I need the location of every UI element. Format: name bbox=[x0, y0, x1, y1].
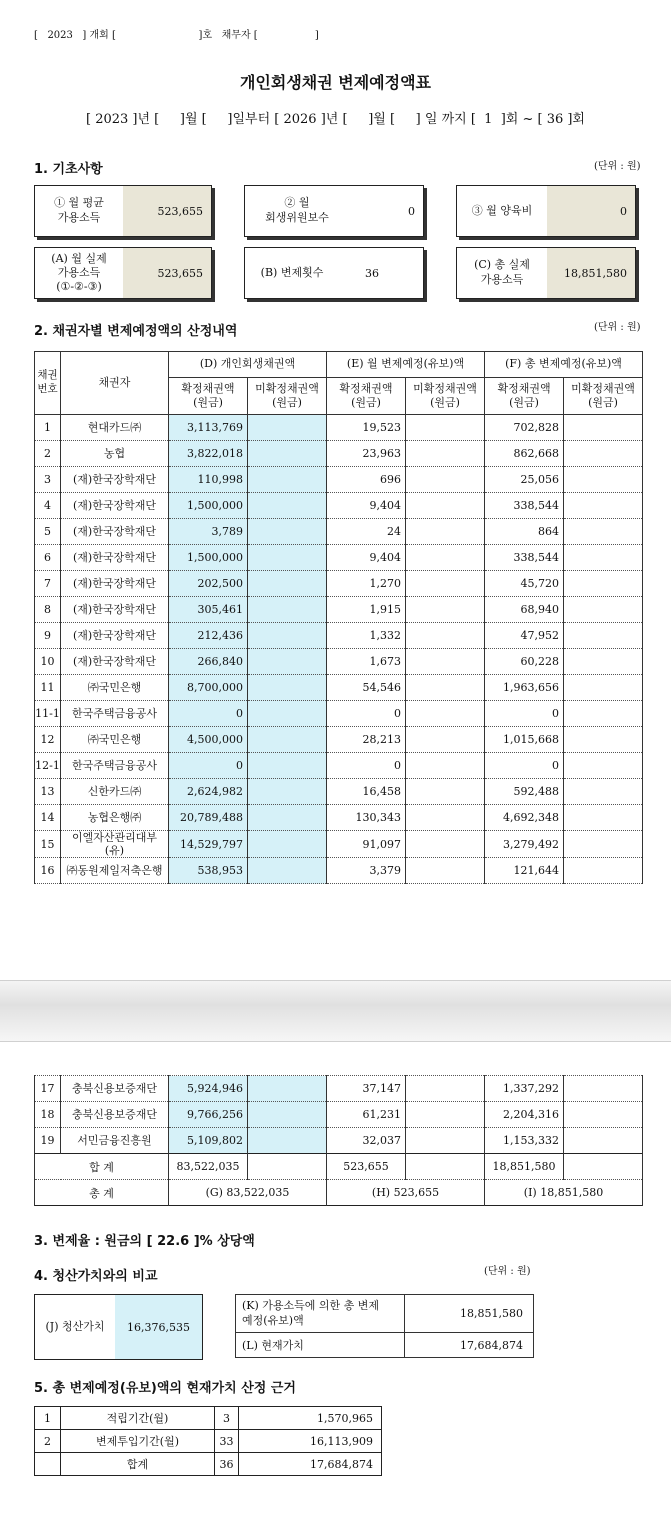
row-f-confirmed: 60,228 bbox=[485, 649, 564, 675]
row-creditor: ㈜국민은행 bbox=[61, 727, 169, 753]
basis-rows bbox=[35, 1407, 382, 1476]
liquidation-value-label: (J) 청산가치 bbox=[45, 1319, 105, 1333]
row-no: 12 bbox=[35, 727, 61, 753]
row-f-unconfirmed bbox=[564, 1128, 643, 1154]
section5-title: 5. 총 변제예정(유보)액의 현재가치 산정 근거 bbox=[34, 1381, 296, 1396]
creditor-table-continued bbox=[34, 1075, 643, 1206]
row-no: 13 bbox=[35, 779, 61, 805]
row-e-unconfirmed bbox=[406, 649, 485, 675]
row-creditor: (재)한국장학재단 bbox=[61, 519, 169, 545]
row-no: 12-1 bbox=[35, 753, 61, 779]
row-f-unconfirmed bbox=[564, 858, 643, 884]
basis-no bbox=[35, 1453, 61, 1476]
subtotal-d: 83,522,035 bbox=[169, 1154, 248, 1180]
row-f-confirmed: 121,644 bbox=[485, 858, 564, 884]
row-f-confirmed: 3,279,492 bbox=[485, 831, 564, 858]
section2-title: 2. 채권자별 변제예정액의 산정내역 bbox=[34, 324, 238, 339]
row-d-unconfirmed bbox=[248, 753, 327, 779]
basis-value: 16,113,909 bbox=[239, 1430, 382, 1453]
row-creditor: (재)한국장학재단 bbox=[61, 649, 169, 675]
row-e-confirmed: 28,213 bbox=[327, 727, 406, 753]
row-no: 15 bbox=[35, 831, 61, 858]
table-row bbox=[35, 1430, 382, 1453]
label-line: (①-②-③) bbox=[56, 279, 102, 293]
row-d-unconfirmed bbox=[248, 415, 327, 441]
liquidation-value: 16,376,535 bbox=[115, 1295, 202, 1359]
row-creditor: ㈜국민은행 bbox=[61, 675, 169, 701]
row-e-unconfirmed bbox=[406, 1102, 485, 1128]
col-d-unconfirmed: 미확정채권액 (원금) bbox=[248, 378, 327, 415]
row-d-confirmed: 5,109,802 bbox=[169, 1128, 248, 1154]
row-d-unconfirmed bbox=[248, 1102, 327, 1128]
subtotal-f: 18,851,580 bbox=[485, 1154, 564, 1180]
row-e-confirmed: 9,404 bbox=[327, 545, 406, 571]
row-d-unconfirmed bbox=[248, 571, 327, 597]
row-f-unconfirmed bbox=[564, 701, 643, 727]
subtotal-label: 합 계 bbox=[35, 1154, 169, 1180]
row-f-confirmed: 25,056 bbox=[485, 467, 564, 493]
row-d-unconfirmed bbox=[248, 858, 327, 884]
actual-income-box bbox=[34, 247, 212, 299]
trustee-fee-box bbox=[244, 185, 424, 237]
table-row bbox=[35, 727, 643, 753]
child-support-box bbox=[456, 185, 636, 237]
row-f-confirmed: 864 bbox=[485, 519, 564, 545]
row-f-confirmed: 4,692,348 bbox=[485, 805, 564, 831]
row-f-unconfirmed bbox=[564, 467, 643, 493]
table-row bbox=[35, 1128, 643, 1154]
table-row bbox=[35, 779, 643, 805]
row-e-unconfirmed bbox=[406, 831, 485, 858]
row-creditor: ㈜동원제일저축은행 bbox=[61, 858, 169, 884]
row-d-confirmed: 0 bbox=[169, 753, 248, 779]
row-no: 11 bbox=[35, 675, 61, 701]
row-creditor: 현대카드㈜ bbox=[61, 415, 169, 441]
row-f-confirmed: 0 bbox=[485, 753, 564, 779]
table-row bbox=[35, 1102, 643, 1128]
row-d-confirmed: 3,789 bbox=[169, 519, 248, 545]
row-e-unconfirmed bbox=[406, 467, 485, 493]
col-d-confirmed: 확정채권액 (원금) bbox=[169, 378, 248, 415]
row-d-confirmed: 110,998 bbox=[169, 467, 248, 493]
col-f-header: (F) 총 변제예정(유보)액 bbox=[485, 352, 643, 378]
row-f-confirmed: 1,153,332 bbox=[485, 1128, 564, 1154]
col-d-header: (D) 개인회생채권액 bbox=[169, 352, 327, 378]
section3-title: 3. 변제율 : 원금의 [ 22.6 ]% 상당액 bbox=[34, 1234, 255, 1249]
label-line: 가용소득 bbox=[57, 266, 101, 280]
row-d-unconfirmed bbox=[248, 727, 327, 753]
row-f-confirmed: 338,544 bbox=[485, 493, 564, 519]
row-f-unconfirmed bbox=[564, 415, 643, 441]
section1-unit: (단위 : 원) bbox=[594, 161, 641, 172]
row-f-unconfirmed bbox=[564, 441, 643, 467]
row-d-confirmed: 5,924,946 bbox=[169, 1076, 248, 1102]
row-e-confirmed: 696 bbox=[327, 467, 406, 493]
table-row bbox=[35, 623, 643, 649]
row-e-unconfirmed bbox=[406, 753, 485, 779]
row-creditor: 한국주택금융공사 bbox=[61, 701, 169, 727]
row-f-confirmed: 0 bbox=[485, 701, 564, 727]
repayment-count-value: 36 bbox=[365, 266, 379, 280]
row-d-confirmed: 0 bbox=[169, 701, 248, 727]
row-f-unconfirmed bbox=[564, 1102, 643, 1128]
row-no: 11-1 bbox=[35, 701, 61, 727]
row-f-unconfirmed bbox=[564, 519, 643, 545]
row-f-unconfirmed bbox=[564, 545, 643, 571]
row-creditor: 충북신용보증재단 bbox=[61, 1076, 169, 1102]
row-f-confirmed: 1,337,292 bbox=[485, 1076, 564, 1102]
row-e-confirmed: 9,404 bbox=[327, 493, 406, 519]
row-no: 8 bbox=[35, 597, 61, 623]
row-f-confirmed: 68,940 bbox=[485, 597, 564, 623]
row-e-unconfirmed bbox=[406, 701, 485, 727]
present-value-label: (L) 현재가치 bbox=[236, 1333, 405, 1358]
row-no: 3 bbox=[35, 467, 61, 493]
row-d-confirmed: 266,840 bbox=[169, 649, 248, 675]
col-creditor-header: 채권자 bbox=[61, 352, 169, 415]
row-f-confirmed: 1,015,668 bbox=[485, 727, 564, 753]
row-e-confirmed: 91,097 bbox=[327, 831, 406, 858]
row-e-confirmed: 1,915 bbox=[327, 597, 406, 623]
row-no: 7 bbox=[35, 571, 61, 597]
basis-value: 17,684,874 bbox=[239, 1453, 382, 1476]
row-f-confirmed: 47,952 bbox=[485, 623, 564, 649]
label-line: ② 월 bbox=[284, 196, 310, 210]
table-row bbox=[35, 753, 643, 779]
basis-label: 적립기간(월) bbox=[61, 1407, 215, 1430]
col-no-header: 채권 번호 bbox=[35, 352, 61, 415]
row-f-unconfirmed bbox=[564, 597, 643, 623]
section1-title: 1. 기초사항 bbox=[34, 162, 103, 177]
creditor-rows-page2 bbox=[35, 1076, 643, 1154]
page-break bbox=[0, 980, 671, 1042]
col-e-unconfirmed: 미확정채권액 (원금) bbox=[406, 378, 485, 415]
row-e-confirmed: 61,231 bbox=[327, 1102, 406, 1128]
row-creditor: 충북신용보증재단 bbox=[61, 1102, 169, 1128]
monthly-avg-income-box bbox=[34, 185, 212, 237]
repayment-count-box bbox=[244, 247, 424, 299]
row-creditor: 신한카드㈜ bbox=[61, 779, 169, 805]
row-f-unconfirmed bbox=[564, 675, 643, 701]
total-repayment-value: 18,851,580 bbox=[405, 1295, 534, 1333]
table-row bbox=[35, 571, 643, 597]
row-f-unconfirmed bbox=[564, 649, 643, 675]
row-no: 6 bbox=[35, 545, 61, 571]
creditor-rows-page1 bbox=[35, 415, 643, 884]
table-row bbox=[35, 441, 643, 467]
monthly-avg-income-value: 523,655 bbox=[123, 186, 211, 236]
row-no: 16 bbox=[35, 858, 61, 884]
table-row bbox=[35, 519, 643, 545]
total-g: (G) 83,522,035 bbox=[169, 1180, 327, 1206]
row-e-confirmed: 1,332 bbox=[327, 623, 406, 649]
basis-no: 1 bbox=[35, 1407, 61, 1430]
row-e-confirmed: 37,147 bbox=[327, 1076, 406, 1102]
table-row bbox=[35, 467, 643, 493]
row-no: 14 bbox=[35, 805, 61, 831]
label-line: 회생위원보수 bbox=[265, 211, 329, 224]
total-i: (I) 18,851,580 bbox=[485, 1180, 643, 1206]
row-no: 10 bbox=[35, 649, 61, 675]
liquidation-value-box bbox=[34, 1294, 203, 1360]
row-d-confirmed: 1,500,000 bbox=[169, 493, 248, 519]
row-e-unconfirmed bbox=[406, 779, 485, 805]
row-e-confirmed: 23,963 bbox=[327, 441, 406, 467]
child-support-value: 0 bbox=[547, 186, 635, 236]
row-creditor: 한국주택금융공사 bbox=[61, 753, 169, 779]
label-line: ① 월 평균 bbox=[54, 196, 104, 210]
section4-title: 4. 청산가치와의 비교 bbox=[34, 1269, 158, 1284]
table-row bbox=[35, 701, 643, 727]
basis-count: 33 bbox=[215, 1430, 239, 1453]
row-creditor: 서민금융진흥원 bbox=[61, 1128, 169, 1154]
row-d-confirmed: 20,789,488 bbox=[169, 805, 248, 831]
table-row bbox=[35, 1407, 382, 1430]
row-d-unconfirmed bbox=[248, 779, 327, 805]
row-f-confirmed: 702,828 bbox=[485, 415, 564, 441]
row-e-confirmed: 3,379 bbox=[327, 858, 406, 884]
row-d-confirmed: 4,500,000 bbox=[169, 727, 248, 753]
row-e-unconfirmed bbox=[406, 623, 485, 649]
label-line: (C) 총 실제 bbox=[474, 258, 530, 272]
basis-count: 3 bbox=[215, 1407, 239, 1430]
row-d-unconfirmed bbox=[248, 701, 327, 727]
row-e-confirmed: 19,523 bbox=[327, 415, 406, 441]
row-creditor: 이엘자산관리대부 (유) bbox=[61, 831, 169, 858]
row-d-unconfirmed bbox=[248, 519, 327, 545]
row-e-unconfirmed bbox=[406, 415, 485, 441]
row-f-unconfirmed bbox=[564, 831, 643, 858]
row-f-unconfirmed bbox=[564, 727, 643, 753]
row-creditor: (재)한국장학재단 bbox=[61, 493, 169, 519]
table-row bbox=[35, 415, 643, 441]
row-d-confirmed: 202,500 bbox=[169, 571, 248, 597]
document-title: 개인회생채권 변제예정액표 bbox=[239, 73, 432, 92]
basis-count: 36 bbox=[215, 1453, 239, 1476]
row-f-unconfirmed bbox=[564, 805, 643, 831]
row-no: 9 bbox=[35, 623, 61, 649]
row-creditor: (재)한국장학재단 bbox=[61, 545, 169, 571]
row-e-unconfirmed bbox=[406, 441, 485, 467]
row-e-unconfirmed bbox=[406, 727, 485, 753]
table-row bbox=[35, 805, 643, 831]
row-no: 17 bbox=[35, 1076, 61, 1102]
row-d-unconfirmed bbox=[248, 467, 327, 493]
row-d-confirmed: 2,624,982 bbox=[169, 779, 248, 805]
row-f-unconfirmed bbox=[564, 1076, 643, 1102]
table-row bbox=[35, 1453, 382, 1476]
row-e-confirmed: 0 bbox=[327, 701, 406, 727]
section4-unit: (단위 : 원) bbox=[484, 1266, 531, 1277]
row-no: 19 bbox=[35, 1128, 61, 1154]
row-e-confirmed: 1,270 bbox=[327, 571, 406, 597]
comparison-table bbox=[235, 1294, 534, 1358]
case-number-line: [ 2023 ] 개회 [ ]호 채무자 [ ] bbox=[34, 30, 319, 41]
row-f-confirmed: 45,720 bbox=[485, 571, 564, 597]
total-label: 총 계 bbox=[35, 1180, 169, 1206]
row-e-unconfirmed bbox=[406, 1128, 485, 1154]
label-line: 가용소득 bbox=[480, 273, 524, 286]
total-income-value: 18,851,580 bbox=[547, 248, 635, 298]
row-f-unconfirmed bbox=[564, 623, 643, 649]
row-d-confirmed: 9,766,256 bbox=[169, 1102, 248, 1128]
actual-income-value: 523,655 bbox=[123, 248, 211, 298]
row-e-confirmed: 1,673 bbox=[327, 649, 406, 675]
present-value-basis-table bbox=[34, 1406, 382, 1476]
repayment-period: [ 2023 ]년 [ ]월 [ ]일부터 [ 2026 ]년 [ ]월 [ ] 일 까지 [ 1 ]회 ~ [ 36 ]회 bbox=[85, 112, 585, 127]
total-h: (H) 523,655 bbox=[327, 1180, 485, 1206]
basis-label: 변제투입기간(월) bbox=[61, 1430, 215, 1453]
col-f-unconfirmed: 미확정채권액 (원금) bbox=[564, 378, 643, 415]
row-f-unconfirmed bbox=[564, 779, 643, 805]
table-row bbox=[35, 649, 643, 675]
row-e-confirmed: 24 bbox=[327, 519, 406, 545]
row-d-unconfirmed bbox=[248, 545, 327, 571]
row-e-unconfirmed bbox=[406, 805, 485, 831]
label-line: (K) 가용소득에 의한 총 변제 bbox=[242, 1299, 380, 1313]
row-no: 4 bbox=[35, 493, 61, 519]
basis-value: 1,570,965 bbox=[239, 1407, 382, 1430]
row-f-confirmed: 592,488 bbox=[485, 779, 564, 805]
row-d-confirmed: 8,700,000 bbox=[169, 675, 248, 701]
row-e-unconfirmed bbox=[406, 545, 485, 571]
row-d-unconfirmed bbox=[248, 649, 327, 675]
row-f-confirmed: 862,668 bbox=[485, 441, 564, 467]
row-f-unconfirmed bbox=[564, 493, 643, 519]
row-e-unconfirmed bbox=[406, 858, 485, 884]
row-d-unconfirmed bbox=[248, 1076, 327, 1102]
total-income-box bbox=[456, 247, 636, 299]
row-d-confirmed: 3,113,769 bbox=[169, 415, 248, 441]
row-creditor: 농협은행㈜ bbox=[61, 805, 169, 831]
row-creditor: (재)한국장학재단 bbox=[61, 623, 169, 649]
basis-no: 2 bbox=[35, 1430, 61, 1453]
col-e-header: (E) 월 변제예정(유보)액 bbox=[327, 352, 485, 378]
row-f-confirmed: 338,544 bbox=[485, 545, 564, 571]
row-e-unconfirmed bbox=[406, 493, 485, 519]
row-e-unconfirmed bbox=[406, 675, 485, 701]
row-f-confirmed: 1,963,656 bbox=[485, 675, 564, 701]
basis-label: 합계 bbox=[61, 1453, 215, 1476]
table-row bbox=[35, 597, 643, 623]
row-d-confirmed: 14,529,797 bbox=[169, 831, 248, 858]
col-e-confirmed: 확정채권액 (원금) bbox=[327, 378, 406, 415]
row-f-unconfirmed bbox=[564, 753, 643, 779]
row-e-confirmed: 0 bbox=[327, 753, 406, 779]
label-line: 예정(유보)액 bbox=[242, 1313, 304, 1327]
row-d-unconfirmed bbox=[248, 675, 327, 701]
row-f-confirmed: 2,204,316 bbox=[485, 1102, 564, 1128]
label-line: 가용소득 bbox=[57, 211, 101, 224]
row-creditor: (재)한국장학재단 bbox=[61, 597, 169, 623]
table-row bbox=[35, 858, 643, 884]
row-d-confirmed: 538,953 bbox=[169, 858, 248, 884]
row-d-confirmed: 212,436 bbox=[169, 623, 248, 649]
row-no: 5 bbox=[35, 519, 61, 545]
table-row bbox=[35, 493, 643, 519]
row-creditor: 농협 bbox=[61, 441, 169, 467]
row-no: 18 bbox=[35, 1102, 61, 1128]
row-e-confirmed: 54,546 bbox=[327, 675, 406, 701]
creditor-table bbox=[34, 351, 643, 884]
child-support-label: ③ 월 양육비 bbox=[471, 203, 533, 217]
row-d-unconfirmed bbox=[248, 831, 327, 858]
row-f-unconfirmed bbox=[564, 571, 643, 597]
row-e-confirmed: 16,458 bbox=[327, 779, 406, 805]
repayment-count-label: (B) 변제횟수 bbox=[260, 265, 324, 279]
table-row bbox=[35, 545, 643, 571]
row-d-unconfirmed bbox=[248, 1128, 327, 1154]
row-no: 1 bbox=[35, 415, 61, 441]
row-e-unconfirmed bbox=[406, 571, 485, 597]
subtotal-e: 523,655 bbox=[327, 1154, 406, 1180]
row-d-confirmed: 305,461 bbox=[169, 597, 248, 623]
row-d-confirmed: 3,822,018 bbox=[169, 441, 248, 467]
row-e-confirmed: 130,343 bbox=[327, 805, 406, 831]
row-d-unconfirmed bbox=[248, 493, 327, 519]
section2-unit: (단위 : 원) bbox=[594, 322, 641, 333]
row-d-confirmed: 1,500,000 bbox=[169, 545, 248, 571]
row-d-unconfirmed bbox=[248, 623, 327, 649]
row-creditor: (재)한국장학재단 bbox=[61, 467, 169, 493]
row-creditor: (재)한국장학재단 bbox=[61, 571, 169, 597]
row-d-unconfirmed bbox=[248, 441, 327, 467]
row-e-unconfirmed bbox=[406, 597, 485, 623]
table-row bbox=[35, 1076, 643, 1102]
row-d-unconfirmed bbox=[248, 597, 327, 623]
table-row bbox=[35, 831, 643, 858]
col-f-confirmed: 확정채권액 (원금) bbox=[485, 378, 564, 415]
trustee-fee-value: 0 bbox=[408, 204, 415, 218]
row-e-confirmed: 32,037 bbox=[327, 1128, 406, 1154]
row-d-unconfirmed bbox=[248, 805, 327, 831]
label-line: (A) 월 실제 bbox=[51, 252, 107, 266]
row-e-unconfirmed bbox=[406, 1076, 485, 1102]
row-e-unconfirmed bbox=[406, 519, 485, 545]
table-row bbox=[35, 675, 643, 701]
row-no: 2 bbox=[35, 441, 61, 467]
present-value: 17,684,874 bbox=[405, 1333, 534, 1358]
